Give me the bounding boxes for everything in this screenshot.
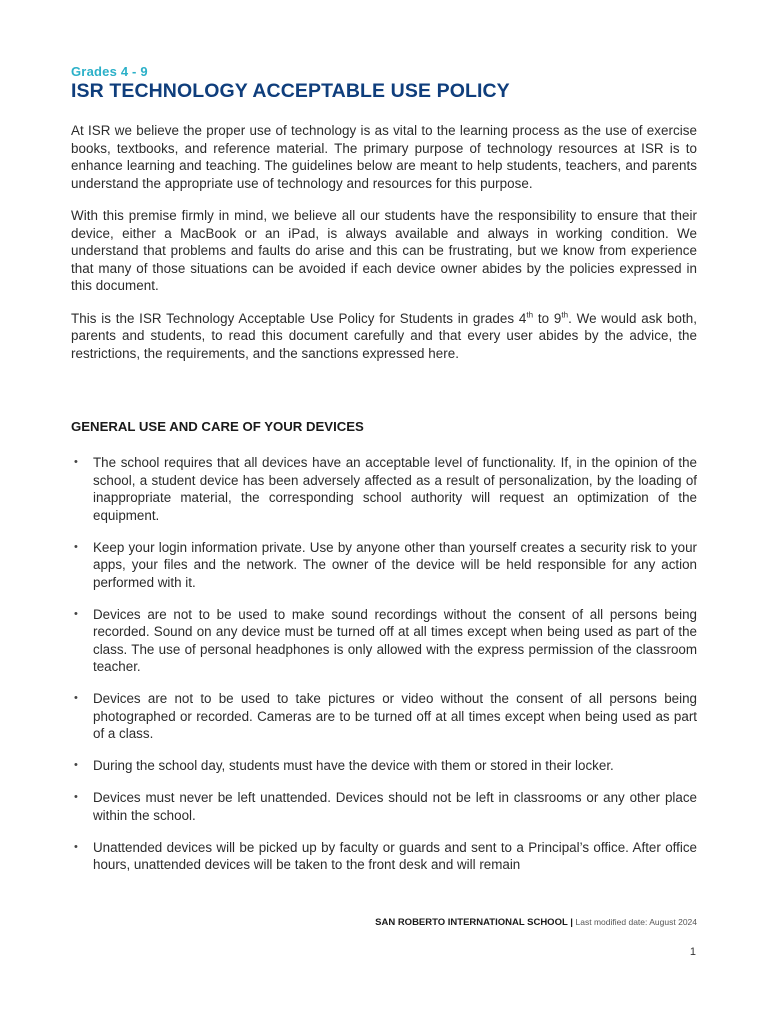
list-item-text: During the school day, students must have the device with them or stored in their locker. [93,758,614,773]
ordinal-suffix: th [561,310,569,320]
grade-range-label: Grades 4 - 9 [71,64,148,79]
bullet-icon: • [74,759,78,771]
footer-separator: | [567,917,576,928]
school-name: SAN ROBERTO INTERNATIONAL SCHOOL [375,917,568,928]
page-title: ISR TECHNOLOGY ACCEPTABLE USE POLICY [71,80,510,102]
bullet-icon: • [74,692,78,704]
list-item [71,690,697,743]
list-item-text: Devices are not to be used to make sound recordings without the consent of all persons being recorded. Sound on any device must be turned off at all times except when being used as part of the class. The use of personal headphones is only allowed with the express permission of the classroom teacher. [93,606,697,674]
list-item-text: The school requires that all devices have an acceptable level of functionality. If, in the opinion of the school, a student device has been adversely affected as a result of personalization, by the loading of inappropriate material, the corresponding school authority will request an optimization of the equipment. [93,455,697,523]
bullet-icon: • [74,840,78,853]
list-item-text: Devices are not to be used to take pictures or video without the consent of all persons being photographed or recorded. Cameras are to be turned off at all times except when being used as part of a class. [93,691,697,741]
list-item [71,539,697,592]
intro-p3-part-b: to 9 [533,310,562,326]
intro-p3-part-c: . We would ask both, parents and students, to read this document carefully and that every user abides by the advice, the restrictions, the requirements, and the sanctions expressed here. [71,310,697,361]
intro-paragraph-1: At ISR we believe the proper use of technology is as vital to the learning process as the use of exercise books, textbooks, and reference material. The primary purpose of technology resources at ISR is to enhance learning and teaching. The guidelines below are meant to help students, teachers, and parents understand the appropriate use of technology and resources for this purpose. [71,123,697,191]
bullet-icon: • [74,456,78,468]
page-footer [375,917,697,928]
ordinal-suffix: th [526,310,534,320]
bullet-icon: • [74,791,78,803]
last-modified-date: Last modified date: August 2024 [575,917,697,927]
page-number: 1 [689,946,696,958]
list-item [71,454,697,524]
list-item [71,606,697,676]
section-heading: GENERAL USE AND CARE OF YOUR DEVICES [71,419,364,434]
intro-paragraph-2: With this premise firmly in mind, we believe all our students have the responsibility to ensure that their device, either a MacBook or an iPad, is always available and always in working condition. We understand that problems and faults do arise and this can be frustrating, but we know from experience that many of those situations can be avoided if each device owner abides by the policies expressed in this document. [71,208,697,293]
list-item [71,789,697,824]
list-item-text: Devices must never be left unattended. Devices should not be left in classrooms or any other place within the school. [93,790,697,823]
bullet-icon: • [74,540,78,553]
list-item [71,839,697,874]
intro-paragraph-3 [71,310,697,363]
bullet-icon: • [74,607,78,620]
list-item-text: Unattended devices will be picked up by faculty or guards and sent to a Principal’s office. After office hours, unattended devices will be taken to the front desk and will remain [93,839,697,872]
intro-p3-part-a: This is the ISR Technology Acceptable Use Policy for Students in grades 4 [71,310,527,326]
policy-list [71,454,697,888]
intro-section [71,122,697,377]
list-item-text: Keep your login information private. Use by anyone other than yourself creates a security risk to your apps, your files and the network. The owner of the device will be held responsible for any action performed with it. [93,539,697,590]
list-item [71,757,697,775]
